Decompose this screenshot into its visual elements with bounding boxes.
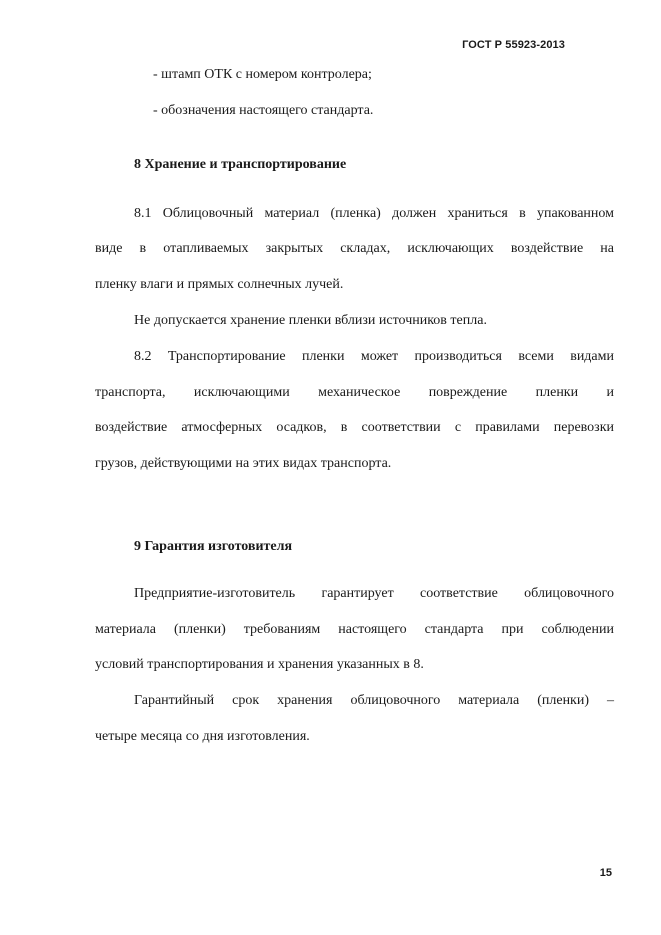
section-9-p2-line-1: Гарантийный срок хранения облицовочного материала (пленки) –	[134, 693, 614, 708]
section-8-p1-line-2: виде в отапливаемых закрытых складах, исключающих воздействие на	[95, 241, 614, 256]
section-8-p3-line-2: транспорта, исключающими механическое повреждение пленки и	[95, 385, 614, 400]
section-8-p1-line-3: пленку влаги и прямых солнечных лучей.	[95, 277, 344, 292]
section-8-p3-line-4: грузов, действующими на этих видах транспорта.	[95, 456, 392, 471]
section-9-p1-line-1: Предприятие-изготовитель гарантирует соответствие облицовочного	[134, 586, 614, 601]
section-8-p1-line-1: 8.1 Облицовочный материал (пленка) должен храниться в упакованном	[134, 206, 614, 221]
section-9-p2-line-2: четыре месяца со дня изготовления.	[95, 729, 310, 744]
section-8-heading: 8 Хранение и транспортирование	[134, 157, 347, 172]
list-item-stamp: - штамп ОТК с номером контролера;	[153, 67, 372, 82]
section-9-p1-line-3: условий транспортирования и хранения указанных в 8.	[95, 657, 424, 672]
page-number: 15	[599, 867, 612, 879]
section-8-p3-line-3: воздействие атмосферных осадков, в соответствии с правилами перевозки	[95, 420, 614, 435]
section-8-p3-line-1: 8.2 Транспортирование пленки может производиться всеми видами	[134, 349, 614, 364]
section-9-p1-line-2: материала (пленки) требованиям настоящего стандарта при соблюдении	[95, 622, 614, 637]
section-8-p2: Не допускается хранение пленки вблизи источников тепла.	[134, 313, 487, 328]
standard-id-header: ГОСТ Р 55923-2013	[462, 39, 565, 51]
list-item-standard-designation: - обозначения настоящего стандарта.	[153, 103, 374, 118]
section-9-heading: 9 Гарантия изготовителя	[134, 539, 293, 554]
